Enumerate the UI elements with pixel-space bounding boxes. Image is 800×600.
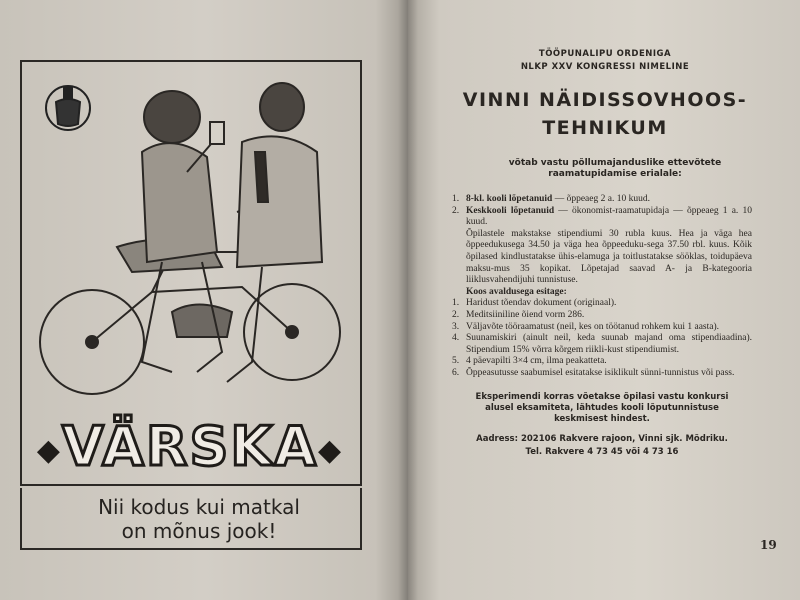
institution-title	[440, 86, 770, 142]
ornament-icon: ◆	[36, 432, 62, 468]
list-item: 2. Meditsiiniline õiend vorm 286.	[452, 309, 585, 320]
list-item: 1. 8-kl. kooli lõpetanuid — õppeaeg 2 a. 10 kuud.	[452, 194, 650, 204]
brand-text: VÄRSKA	[61, 415, 319, 478]
page-number: 19	[760, 538, 777, 552]
ornament-icon: ◆	[318, 432, 344, 468]
list-item: 1. Haridust tõendav dokument (originaal).	[452, 298, 617, 309]
subtitle-line: NLKP XXV KONGRESSI NIMELINE	[520, 62, 690, 72]
experiment-note: Eksperimendi korras võetakse õpilasi vastu konkursi alusel eksamiteta, lähtudes kooli lõputunnistuse keskmisest hindest.	[475, 391, 729, 424]
title-line: TEHNIKUM	[542, 117, 668, 139]
stipend-paragraph: Õpilastele makstakse stipendiumi 30 rubla kuus. Hea ja väga hea õppeedukusega 34.50 ja väga hea õppeeduku-sega 37.50 rbl. kuus. Kõik õpilased kindlustatakse ühis-elamuga ja toitlustatakse sööklas, toidupäeva maksu-mus 35 kopikat. Lõpetajad saavad A- ja B-kategooria liiklusvahendijuhi tunnistuse.	[466, 228, 752, 286]
bottle-logo-icon	[46, 86, 90, 130]
documents-heading: Koos avaldusega esitage:	[466, 286, 567, 297]
admission-body	[452, 194, 752, 459]
intro-text	[500, 158, 730, 180]
title-line: VINNI NÄIDISSOVHOOS-	[462, 89, 748, 111]
intro-line: raamatupidamise erialale:	[548, 169, 682, 179]
list-item: 4. Suunamiskiri (ainult neil, keda suunab majand oma stipendiaadina). Stipendium 15% võrra kõrgem riikli-kust stipendiumist.	[452, 333, 752, 355]
institution-subtitle	[440, 48, 770, 74]
book-gutter	[398, 0, 418, 600]
list-item: 6. Õppeasutusse saabumisel esitatakse isiklikult sünni-tunnistus või pass.	[452, 367, 735, 378]
list-item: 3. Väljavõte tööraamatust (neil, kes on töötanud rohkem kui 1 aasta).	[452, 321, 719, 332]
intro-line: võtab vastu põllumajanduslike ettevõtete	[508, 158, 722, 168]
ad-brand-name	[30, 415, 350, 478]
list-item: 5. 4 päevapilti 3×4 cm, ilma peakatteta.	[452, 356, 607, 367]
address-line: Aadress: 202106 Rakvere rajoon, Vinni sjk. Mõdriku.	[476, 433, 728, 444]
ad-illustration	[22, 62, 360, 422]
contact-block	[452, 433, 752, 459]
slogan-line: on mõnus jook!	[121, 519, 277, 543]
phone-line: Tel. Rakvere 4 73 45 või 4 73 16	[525, 446, 679, 457]
list-item: 2. Keskkooli lõpetanuid — ökonomist-raamatupidaja — õppeaeg 1 a. 10 kuud.	[452, 205, 752, 228]
subtitle-line: TÖÖPUNALIPU ORDENIGA	[538, 49, 672, 59]
slogan-line: Nii kodus kui matkal	[98, 495, 300, 519]
ad-slogan-box	[20, 488, 362, 550]
